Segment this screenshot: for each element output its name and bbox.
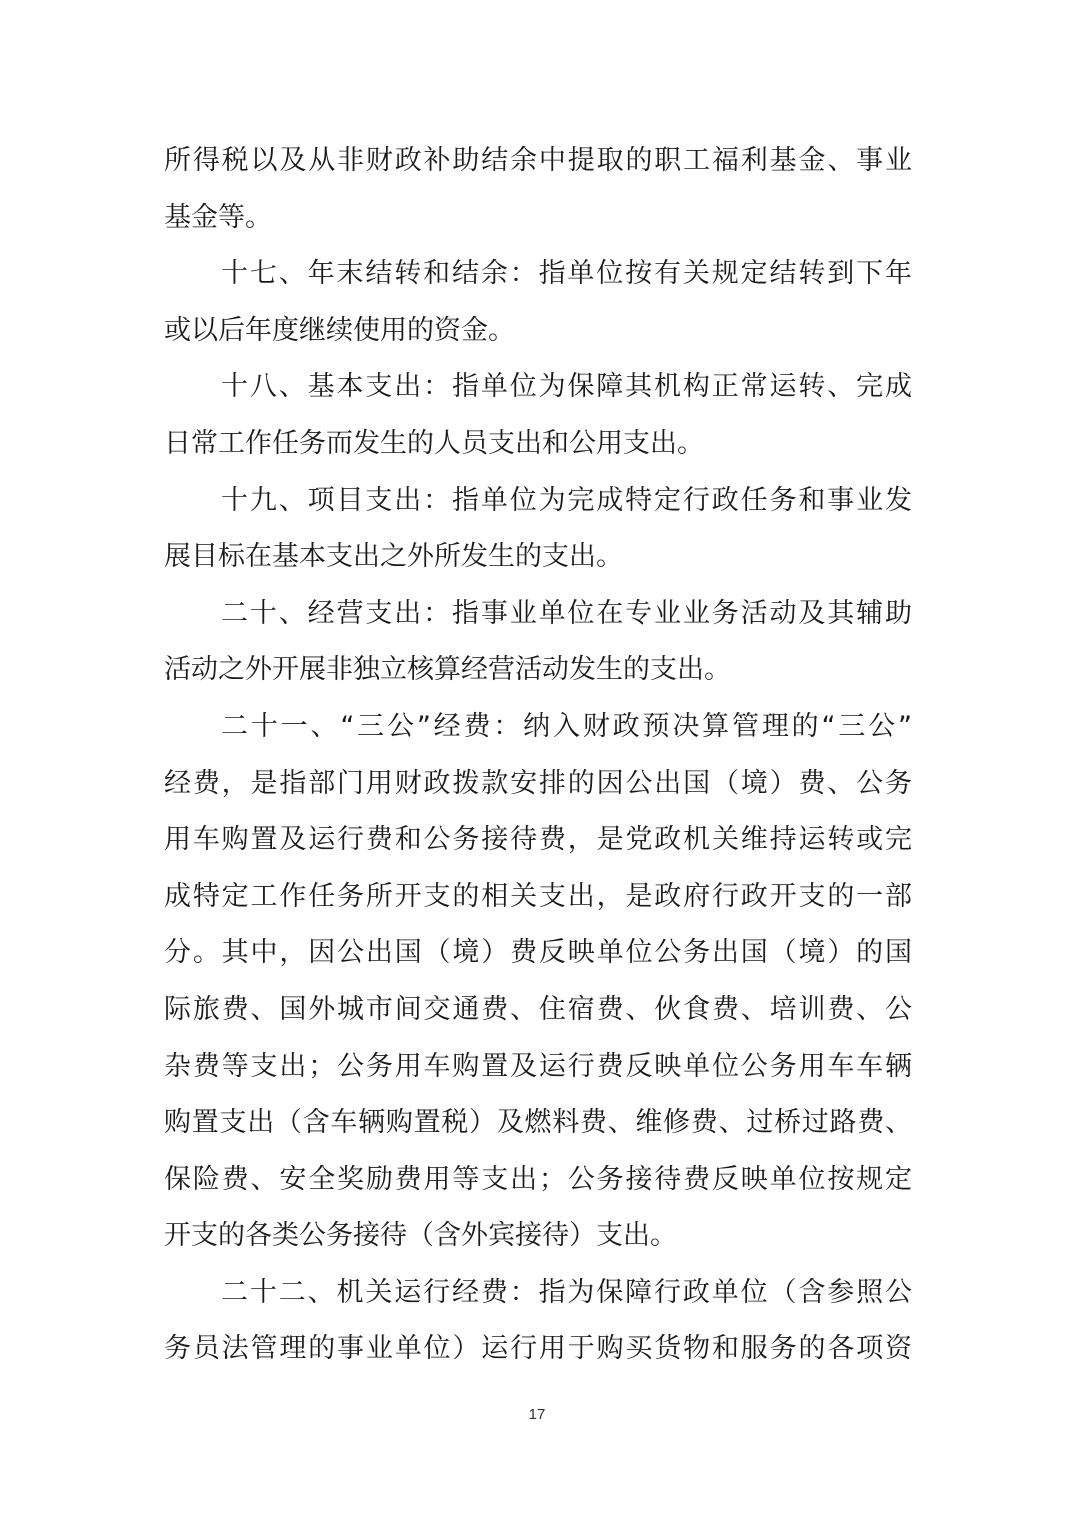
text-line: 活动之外开展非独立核算经营活动发生的支出。 <box>164 654 731 686</box>
body-text <box>164 133 912 1378</box>
text-line: 分。其中，因公出国（境）费反映单位公务出国（境）的国 <box>164 937 912 969</box>
text-line: 十九、项目支出：指单位为完成特定行政任务和事业发 <box>221 484 912 516</box>
text-line: 保险费、安全奖励费用等支出；公务接待费反映单位按规定 <box>164 1163 912 1195</box>
text-line: 二十二、机关运行经费：指为保障行政单位（含参照公 <box>221 1276 912 1308</box>
text-line: 开支的各类公务接待（含外宾接待）支出。 <box>164 1220 677 1252</box>
text-line: 购置支出（含车辆购置税）及燃料费、维修费、过桥过路费、 <box>164 1107 912 1139</box>
text-line: 日常工作任务而发生的人员支出和公用支出。 <box>164 427 704 459</box>
text-line: 成特定工作任务所开支的相关支出，是政府行政开支的一部 <box>164 880 912 912</box>
text-line: 二十、经营支出：指事业单位在专业业务活动及其辅助 <box>221 597 912 629</box>
text-line: 际旅费、国外城市间交通费、住宿费、伙食费、培训费、公 <box>164 993 912 1025</box>
text-line: 务员法管理的事业单位）运行用于购买货物和服务的各项资 <box>164 1333 912 1365</box>
text-line: 十七、年末结转和结余：指单位按有关规定结转到下年 <box>221 258 912 290</box>
text-line: 所得税以及从非财政补助结余中提取的职工福利基金、事业 <box>164 145 912 176</box>
text-line: 展目标在基本支出之外所发生的支出。 <box>164 541 623 573</box>
text-line: 用车购置及运行费和公务接待费，是党政机关维持运转或完 <box>164 824 912 856</box>
page-number: 17 <box>528 1406 546 1423</box>
text-line: 二十一、“三公”经费：纳入财政预决算管理的“三公” <box>221 710 912 742</box>
text-line: 或以后年度继续使用的资金。 <box>164 314 515 346</box>
text-line: 十八、基本支出：指单位为保障其机构正常运转、完成 <box>221 371 912 403</box>
text-line: 经费，是指部门用财政拨款安排的因公出国（境）费、公务 <box>164 767 912 799</box>
text-line: 基金等。 <box>164 201 272 233</box>
text-line: 杂费等支出；公务用车购置及运行费反映单位公务用车车辆 <box>164 1050 912 1082</box>
